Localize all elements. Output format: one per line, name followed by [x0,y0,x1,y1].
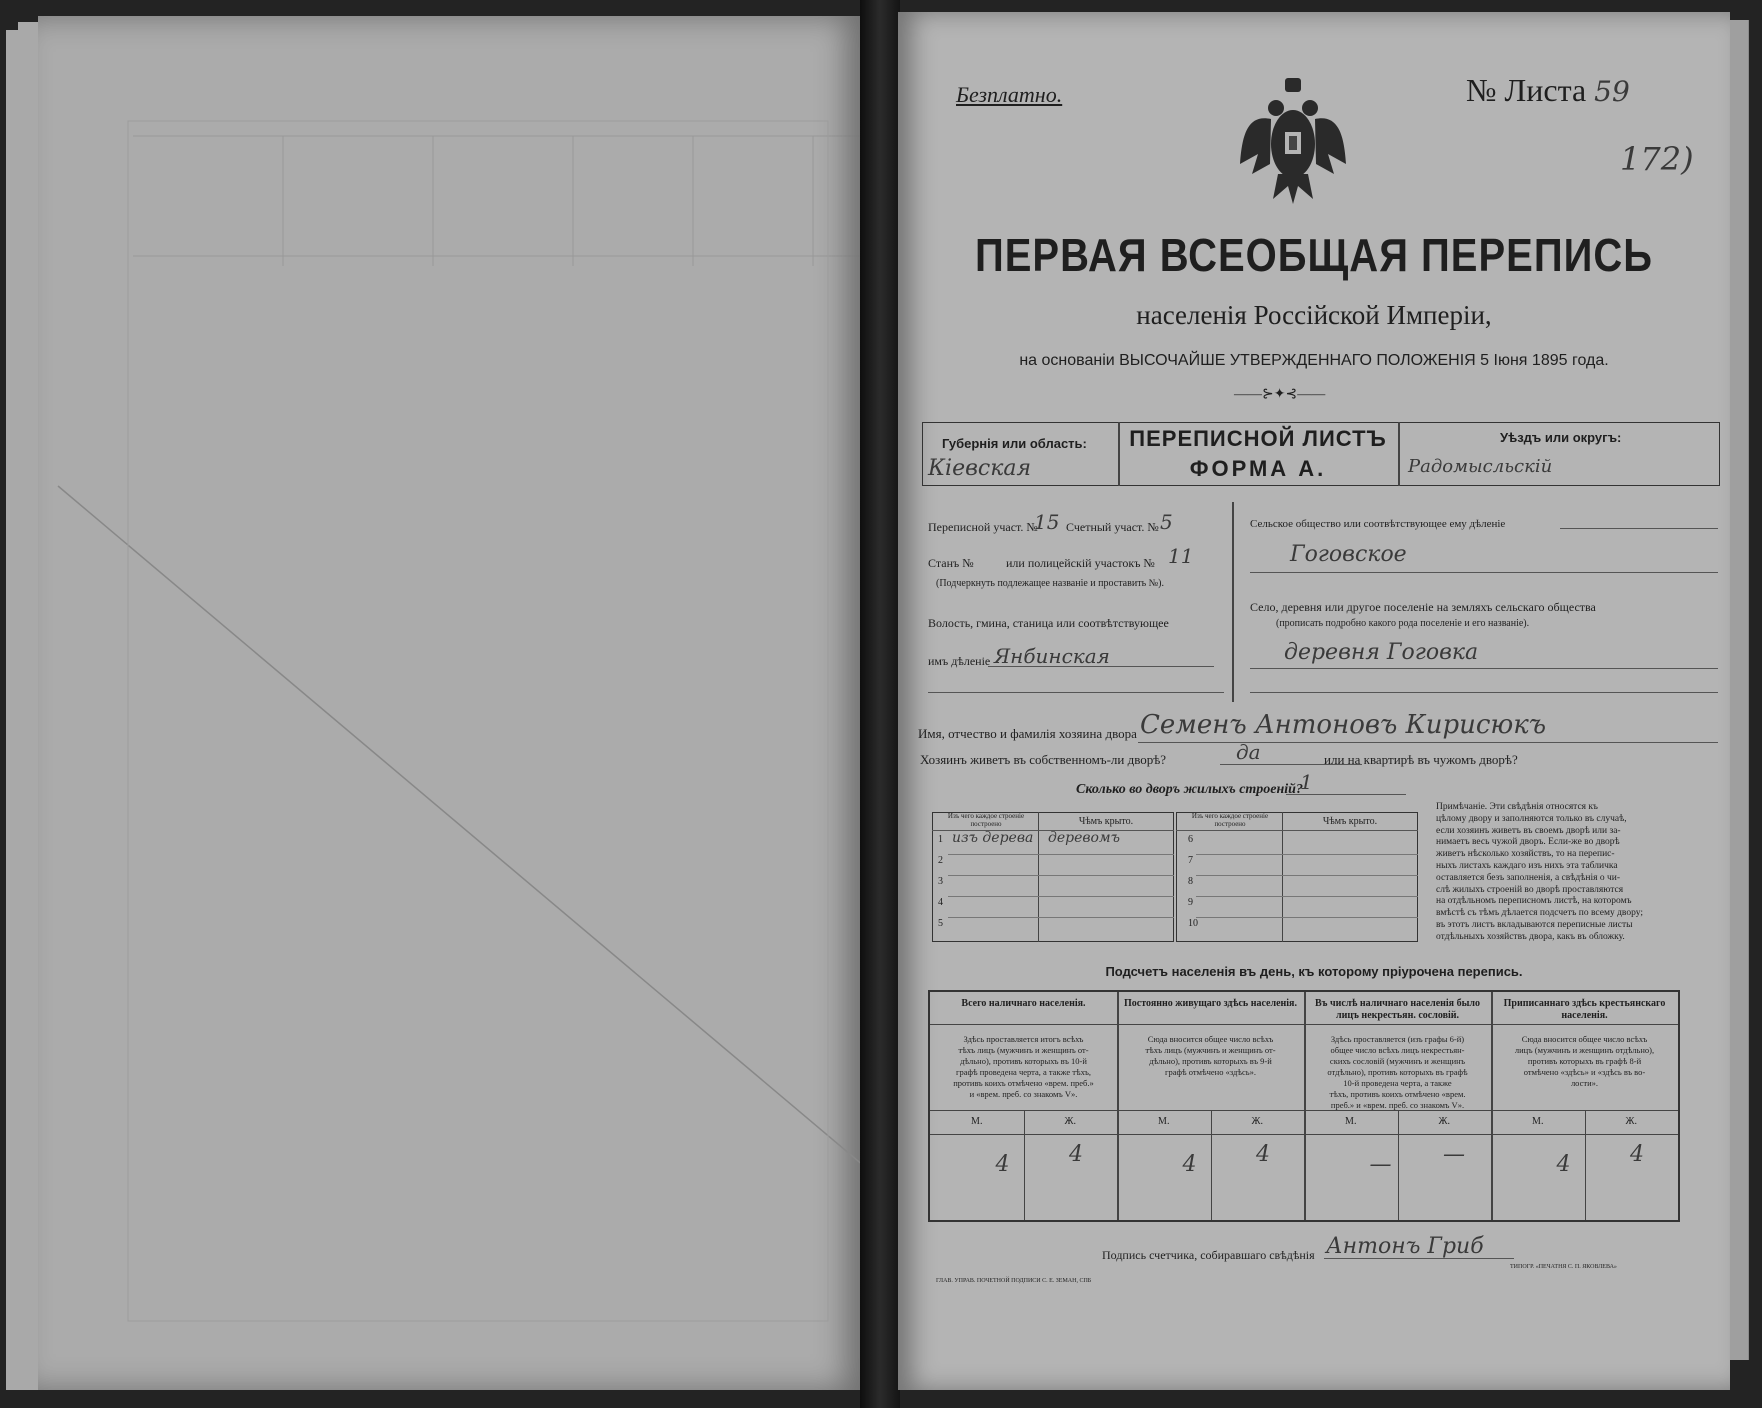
count-column-head: Приписаннаго здѣсь крестьянскаго населенія. [1503,998,1666,1021]
count-district-value: 5 [1160,510,1173,534]
uezd-label: Уѣздъ или округъ: [1500,430,1622,445]
census-subtitle: населенія Россійской Имперіи, [1136,300,1492,330]
owner-value: Семенъ Антоновъ Кирисюкъ [1140,710,1547,740]
mf-divider [1211,1110,1212,1220]
desc-line: дѣльно), противъ которыхъ въ 10-й [960,1056,1087,1066]
female-label: Ж. [1438,1116,1450,1127]
census-main-title: ПЕРВАЯ ВСЕОБЩАЯ ПЕРЕПИСЬ [975,230,1653,282]
buildings-table-right [1176,812,1418,942]
buildings-col-material: Изъ чего каждое строеніе построено [947,812,1025,828]
archive-number: 172) [1620,140,1694,178]
row-rule [948,854,1174,855]
male-label: М. [1158,1116,1170,1127]
desc-line: противъ которыхъ въ графѣ 8-й [1527,1056,1642,1066]
gubernia-value: Кіевская [928,456,1032,481]
note-line: Примѣчаніе. Эти свѣдѣнія относятся къ [1436,802,1598,812]
building-row-number: 7 [1188,855,1193,866]
desc-line: лости». [1570,1078,1599,1088]
building-row-number: 1 [938,834,943,845]
population-count-table [928,990,1680,1222]
male-label: М. [1532,1116,1544,1127]
buildings-col-roof: Чѣмъ крыто. [1078,816,1134,827]
ornament-divider: ——⊱✦⊰—— [1234,387,1326,402]
desc-line: дѣльно), противъ которыхъ въ 9-й [1149,1056,1272,1066]
male-count: 4 [1556,1152,1571,1177]
census-district-value: 15 [1034,510,1060,534]
column-divider [1117,992,1119,1220]
count-title: Подсчетъ населенія въ день, къ которому пріурочена перепись. [1105,964,1523,979]
desc-line: отмѣчено «здѣсь» и «здѣсь въ во- [1523,1067,1646,1077]
desc-line: лицъ (мужчинъ и женщинъ отдѣльно), [1514,1045,1655,1055]
buildings-col-material-2: Изъ чего каждое строеніе построено [1191,812,1269,828]
count-column-head: Постоянно живущаго здѣсь населенія. [1124,998,1297,1009]
buildings-col-roof-2: Чѣмъ крыто. [1322,816,1378,827]
note-line: на отдѣльномъ переписномъ листѣ, на которомъ [1436,896,1632,907]
desc-line: Сюда вносится общее число всѣхъ [1521,1034,1648,1044]
mf-rule [930,1134,1678,1135]
own-yard-label: Хозяинъ живетъ въ собственномъ-ли дворѣ? [920,752,1167,767]
male-count: 4 [995,1152,1010,1177]
row-rule [948,896,1174,897]
count-column-head: Въ числѣ наличнаго населенія было лицъ некрестьян. сословій. [1314,998,1481,1021]
village-label: Село, деревня или другое поселеніе на земляхъ сельскаго общества [1250,600,1596,614]
desc-line: общее число всѣхъ лицъ некрестьян- [1330,1045,1465,1055]
note-line: цѣлому двору и заполняются только въ случаѣ, [1436,813,1627,824]
gubernia-label: Губернія или область: [942,436,1087,451]
stan-label: Станъ № [928,556,974,570]
buildings-count-label: Сколько во дворъ жилыхъ строеній? [1076,782,1303,797]
head-rule [930,1024,1678,1025]
desc-line: 10-й проведена черта, а также [1343,1078,1452,1088]
note-line: въ этотъ листъ вкладываются переписные листы [1436,919,1633,930]
row-rule [1196,917,1418,918]
count-district-label: Счетный участ. № [1066,520,1159,534]
count-column-desc [1308,1034,1487,1111]
row-rule [1196,896,1418,897]
census-district-label: Переписной участ. № [928,520,1038,534]
note-line: слѣ жилыхъ строеній во дворѣ проставляются [1436,884,1624,895]
volost-value: Янбинская [994,644,1110,668]
rent-label: или на квартирѣ въ чужомъ дворѣ? [1324,752,1518,767]
row-rule [948,875,1174,876]
form-list-title: ПЕРЕПИСНОЙ ЛИСТЪ [1129,426,1387,451]
note-line: нимаетъ весь чужой дворъ. Если-же во дворѣ [1436,837,1620,848]
community-value: Гоговское [1290,542,1407,567]
building-row-number: 4 [938,897,943,908]
left-page [38,16,864,1390]
sheet-number-value: 59 [1594,75,1630,108]
village-value: деревня Гоговка [1284,640,1479,665]
female-label: Ж. [1625,1116,1637,1127]
desc-line: тѣхъ, противъ коихъ отмѣчено «врем. [1329,1089,1466,1099]
column-divider [1491,992,1493,1220]
note-line: живетъ нѣсколько хозяйствъ, то на перепис- [1436,849,1615,860]
desc-line: скихъ сословій (мужчинъ и женщинъ [1329,1056,1466,1066]
row-rule [1196,875,1418,876]
sheet-number-label: № Листа 59 [1466,72,1630,108]
desc-line: и «врем. преб. со знакомъ V». [969,1089,1078,1099]
count-column-desc [934,1034,1113,1100]
count-column-head: Всего наличнаго населенія. [961,998,1086,1009]
mf-divider [1585,1110,1586,1220]
desc-rule [930,1110,1678,1111]
count-column-desc [1495,1034,1674,1089]
female-count: 4 [1630,1142,1644,1167]
column-divider [1304,992,1306,1220]
count-column-desc [1121,1034,1300,1078]
note-line: ныхъ листахъ каждаго изъ нихъ эта табличка [1436,860,1618,871]
desc-line: графѣ проведена черта, а также тѣхъ, [955,1067,1092,1077]
female-label: Ж. [1251,1116,1263,1127]
note-line: если хозяинъ живетъ въ своемъ дворѣ или за- [1436,825,1621,836]
row-rule [948,917,1174,918]
desc-line: Здѣсь проставляется итогъ всѣхъ [963,1034,1084,1044]
male-count: — [1369,1152,1392,1177]
desc-line: Здѣсь проставляется (изъ графы 6-й) [1330,1034,1465,1044]
building-row-number: 3 [938,876,943,887]
note-line: оставляется безъ заполненія, а свѣдѣнія о чи- [1436,872,1621,883]
building-roof: деревомъ [1048,830,1120,846]
desc-line: тѣхъ лицъ (мужчинъ и женщинъ от- [1145,1045,1276,1055]
building-row-number: 6 [1188,834,1193,845]
desc-line: Сюда вносится общее число всѣхъ [1147,1034,1274,1044]
underline-note: (Подчеркнуть подлежащее названіе и проставить №). [936,578,1164,589]
book-spine [860,0,900,1408]
male-count: 4 [1182,1152,1197,1177]
census-basis: на основаніи ВЫСОЧАЙШЕ УТВЕРЖДЕННАГО ПОЛОЖЕНІЯ 5 Іюня 1895 года. [1019,352,1609,369]
volost-label-2: имъ дѣленіе [928,654,991,668]
volost-label: Волость, гмина, станица или соотвѣтствующее [928,616,1169,630]
building-material: изъ дерева [952,830,1034,846]
own-yard-value: да [1236,740,1261,764]
male-label: М. [1345,1116,1357,1127]
mf-divider [1398,1110,1399,1220]
desc-line: противъ коихъ отмѣчено «врем. преб.» [953,1078,1094,1088]
police-label: или полицейскій участокъ № [1006,556,1155,570]
free-label: Безплатно. [956,82,1063,107]
table-note [1436,802,1726,944]
desc-line: графѣ отмѣчено «здѣсь». [1165,1067,1256,1077]
form-letter-title: ФОРМА А. [1189,456,1327,481]
female-count: 4 [1069,1142,1083,1167]
buildings-count-value: 1 [1300,770,1313,794]
owner-label: Имя, отчество и фамилія хозяина двора [918,726,1137,741]
signature-label: Подпись счетчика, собиравшаго свѣдѣнія [1102,1248,1315,1262]
building-row-number: 9 [1188,897,1193,908]
note-line: отдѣльныхъ хозяйствъ двора, какъ въ обложку. [1436,931,1625,942]
female-label: Ж. [1064,1116,1076,1127]
double-headed-eagle-emblem [1238,74,1348,214]
desc-line: отдѣльно), противъ которыхъ въ графѣ [1327,1067,1468,1077]
uezd-value: Радомысльскій [1408,456,1553,477]
community-label: Сельское общество или соотвѣтствующее ему дѣленіе [1250,518,1506,530]
signature-value: Антонъ Гриб [1326,1234,1484,1259]
building-row-number: 2 [938,855,943,866]
female-count: — [1443,1142,1465,1167]
census-form-page [898,12,1730,1390]
desc-line: преб.» и «врем. преб. со знакомъ V». [1330,1100,1465,1110]
diagonal-crease [38,16,864,1390]
row-rule [1196,854,1418,855]
village-note: (прописать подробно какого рода поселеніе и его названіе). [1276,618,1530,629]
building-row-number: 8 [1188,876,1193,887]
desc-line: тѣхъ лицъ (мужчинъ и женщинъ от- [958,1045,1089,1055]
building-row-number: 5 [938,918,943,929]
printer-left: ГЛАВ. УПРАВ. ПОЧЕТНОЙ ПОДПИСИ С. Е. ЗЕМАН, СПБ [936,1278,1092,1284]
note-line: вмѣстѣ съ тѣмъ дѣлается подсчетъ по всему двору; [1436,908,1643,919]
mf-divider [1024,1110,1025,1220]
female-count: 4 [1256,1142,1270,1167]
male-label: М. [971,1116,983,1127]
building-row-number: 10 [1188,918,1198,929]
police-value: 11 [1168,544,1194,568]
printer-right: ТИПОГР. «ПЕЧАТНЯ С. П. ЯКОВЛЕВА» [1510,1264,1617,1270]
